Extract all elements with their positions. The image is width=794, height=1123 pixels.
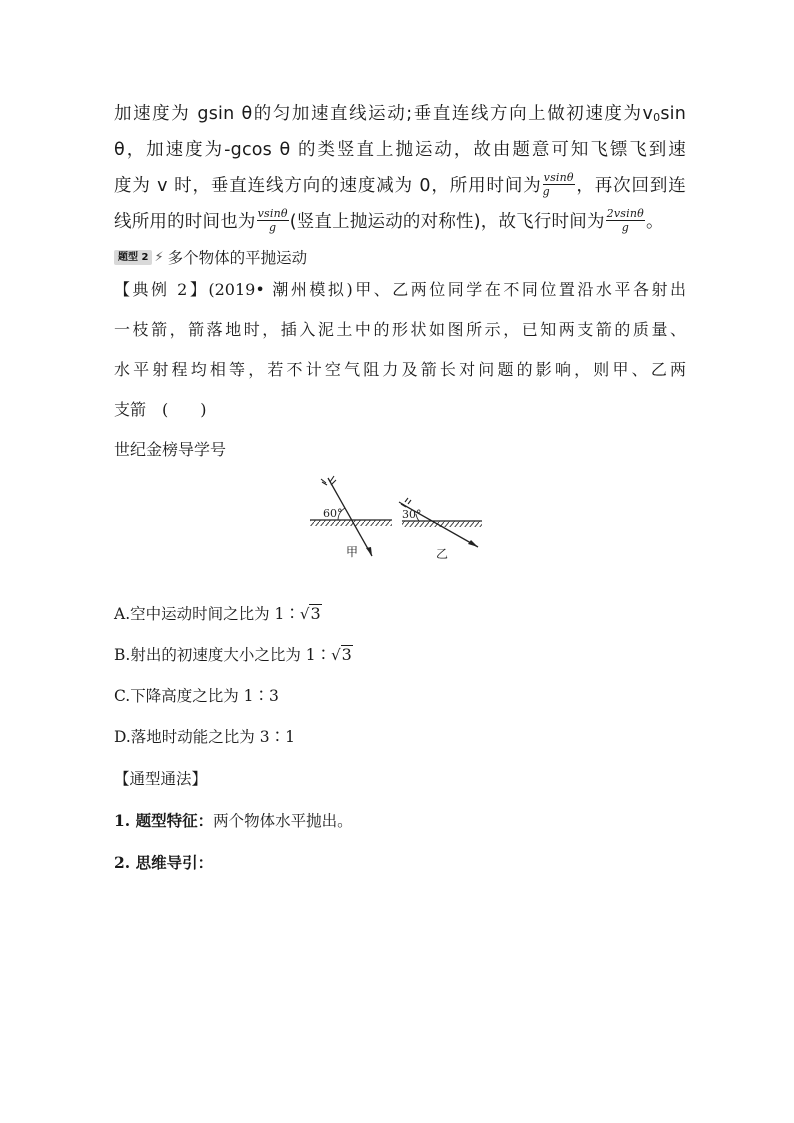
example-problem (114, 270, 686, 470)
arrow-figure (114, 474, 686, 592)
fraction-1: $\frac{vsin\theta}{g}$ (542, 170, 574, 198)
arrows-diagram (114, 474, 686, 592)
example-line-1: 【典例 2】(2019• 潮州模拟)甲、乙两位同学在不同位置沿水平各射出 (114, 280, 686, 299)
option-b: B.射出的初速度大小之比为 1∶√3 (114, 635, 686, 676)
solution-line-2: θ，加速度为-gcos θ 的类竖直上抛运动，故由题意可知飞镖飞到速 (114, 140, 686, 160)
method-item-2: 2. 思维导引： (114, 853, 214, 872)
left-arrow-head (366, 547, 372, 556)
method-title: 【通型通法】 (114, 770, 208, 788)
solution-line-1: 加速度为 gsin θ的匀加速直线运动;垂直连线方向上做初速度为$v_0\sin$ (114, 104, 686, 124)
source-tag: 世纪金榜导学号 (114, 440, 227, 459)
fraction-2: $\frac{vsin\theta}{g}$ (257, 206, 288, 234)
method-item-1: 1. 题型特征：两个物体水平抛出。 (114, 811, 353, 830)
question-type-badge: 题型 2 (114, 250, 152, 265)
right-person-label: 乙 (436, 547, 449, 561)
example-line-3: 水平射程均相等，若不计空气阻力及箭长对问题的影响，则甲、乙两 (114, 360, 686, 379)
example-line-2: 一枝箭，箭落地时，插入泥土中的形状如图所示，已知两支箭的质量、 (114, 320, 686, 339)
left-arrow-fletching (321, 476, 336, 485)
solution-line-4: 线所用的时间也为 $\frac{vsin\theta}{g}$ (竖直上抛运动的对称性)，故飞行时间为 $\frac{2vsin\theta}{g}$ 。 (114, 206, 664, 234)
section-heading (114, 244, 686, 270)
lightning-icon: ⚡ (154, 249, 164, 265)
fraction-3: $\frac{2vsin\theta}{g}$ (606, 206, 644, 234)
sqrt-3: √3 (331, 645, 352, 664)
solution-paragraph (114, 96, 686, 240)
document-page (114, 96, 686, 884)
section-title: 多个物体的平抛运动 (167, 249, 308, 267)
option-c: C.下降高度之比为 1∶3 (114, 687, 279, 705)
example-line-4: 支箭 ( ) (114, 400, 207, 419)
left-ground-hatch (310, 520, 392, 526)
right-arrow-head (468, 540, 478, 547)
left-angle-label: 60° (323, 507, 343, 520)
solution-line-3: 度为 v 时，垂直连线方向的速度减为 0，所用时间为 $\frac{vsin\theta}{g}$ ，再次回到连 (114, 170, 686, 198)
sqrt-3: √3 (299, 604, 321, 623)
option-a: A.空中运动时间之比为 1∶√3 (114, 594, 686, 635)
right-angle-label: 30° (402, 508, 422, 521)
option-d: D.落地时动能之比为 3∶1 (114, 728, 295, 746)
left-person-label: 甲 (346, 545, 359, 559)
